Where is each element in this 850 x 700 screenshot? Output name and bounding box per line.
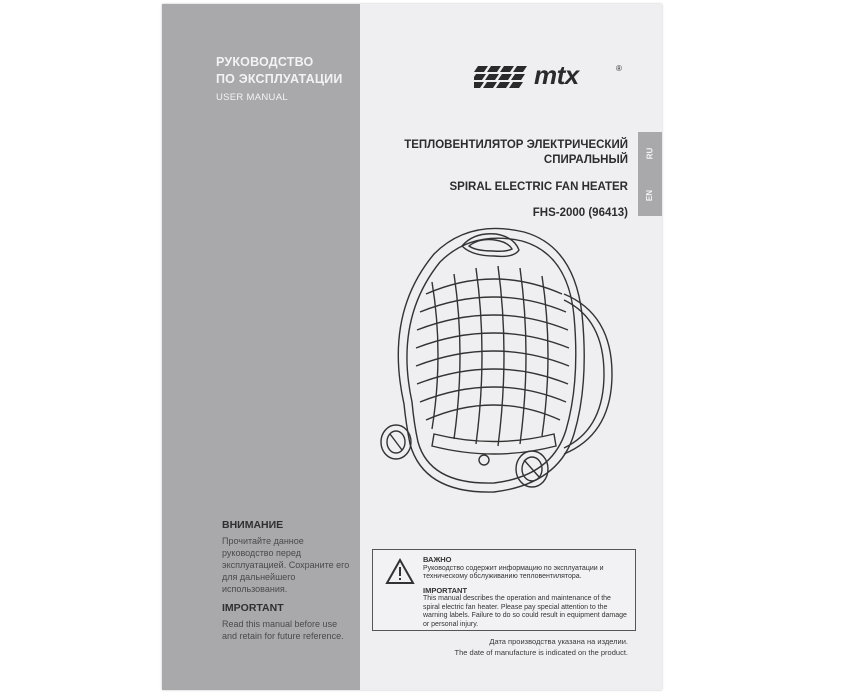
cover-title (216, 54, 343, 88)
manufacture-note-en: The date of manufacture is indicated on the product. (454, 648, 628, 657)
notice-en-text: Read this manual before use and retain for future reference. (222, 619, 344, 641)
heading-ru-line-1: ТЕПЛОВЕНТИЛЯТОР ЭЛЕКТРИЧЕСКИЙ (404, 139, 628, 151)
mtx-grid-logo-icon (474, 64, 530, 92)
left-column-band (162, 4, 360, 690)
manufacture-note (455, 636, 628, 658)
fan-heater-illustration (374, 224, 624, 514)
warning-en-heading: IMPORTANT (423, 585, 468, 595)
notice-en (222, 602, 350, 642)
product-model: FHS-2000 (96413) (532, 207, 628, 219)
warning-triangle-icon (385, 558, 415, 586)
cover-title-line-2: ПО ЭКСПЛУАТАЦИИ (216, 72, 343, 86)
notice-ru-heading: ВНИМАНИЕ (222, 519, 284, 531)
brand-logo (474, 60, 634, 96)
manual-cover-page (162, 4, 662, 690)
warning-en-text: This manual describes the operation and maintenance of the spiral electric fan heater. Please pay special attention to the warning labels. Failure to do so could result in equipment damage or personal injury. (423, 595, 627, 628)
language-tab-en (638, 174, 662, 216)
product-headings (404, 138, 628, 221)
warning-ru-text: Руководство содержит информацию по эксплуатации и техническому обслуживанию тепловентилятора. (423, 564, 604, 580)
notice-ru-text: Прочитайте данное руководство перед эксплуатацией. Сохраните его для дальнейшего использования. (222, 536, 350, 594)
warning-ru-heading: ВАЖНО (423, 555, 452, 564)
heading-en: SPIRAL ELECTRIC FAN HEATER (449, 181, 628, 193)
language-tab-ru-label: RU (645, 147, 655, 159)
language-tab-ru (638, 132, 662, 174)
cover-subtitle: USER MANUAL (216, 92, 288, 103)
cover-title-line-1: РУКОВОДСТВО (216, 55, 314, 69)
logo-registered-mark: ® (616, 64, 622, 73)
warning-content (423, 556, 628, 629)
notice-en-heading: IMPORTANT (222, 602, 284, 614)
warning-box (372, 549, 636, 631)
manufacture-note-ru: Дата производства указана на изделии. (489, 637, 628, 646)
heading-ru-line-2: СПИРАЛЬНЫЙ (543, 154, 628, 166)
logo-text: mtx (534, 60, 579, 90)
language-tab-en-label: EN (645, 189, 655, 201)
notice-ru (222, 519, 350, 595)
